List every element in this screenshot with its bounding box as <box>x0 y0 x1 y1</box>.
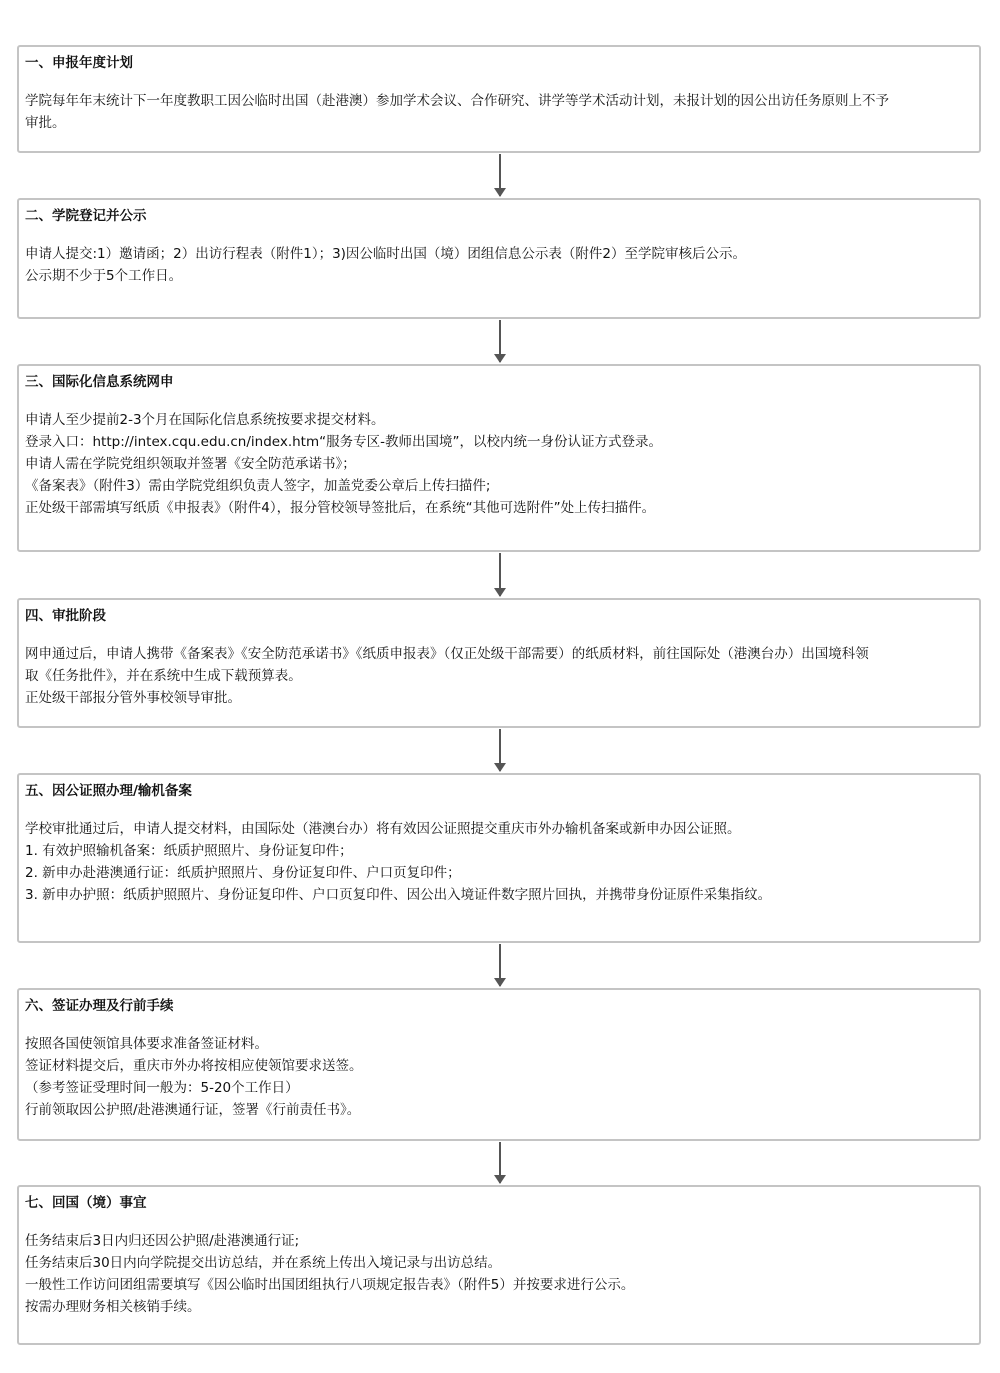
step-title: 五、因公证照办理/输机备案 <box>25 783 192 799</box>
flow-arrow <box>499 1142 501 1183</box>
step-title: 一、申报年度计划 <box>25 55 133 71</box>
step-line: 申请人需在学院党组织领取并签署《安全防范承诺书》； <box>25 456 356 472</box>
step-box-2 <box>17 198 981 319</box>
step-line: 取《任务批件》，并在系统中生成下载预算表。 <box>25 668 302 684</box>
flow-arrow <box>499 154 501 196</box>
flow-arrow <box>499 944 501 986</box>
step-line: 2. 新申办赴港澳通行证：纸质护照照片、身份证复印件、户口页复印件； <box>25 865 461 881</box>
flow-arrow <box>499 553 501 596</box>
step-body <box>25 90 973 134</box>
step-line: 审批。 <box>25 115 66 131</box>
step-body <box>25 643 973 709</box>
step-box-6 <box>17 988 981 1141</box>
step-line: 行前领取因公护照/赴港澳通行证，签署《行前责任书》。 <box>25 1102 361 1118</box>
step-title: 三、国际化信息系统网申 <box>25 374 174 390</box>
step-line: 一般性工作访问团组需要填写《因公临时出国团组执行八项规定报告表》（附件5）并按要求进行公示。 <box>25 1277 635 1293</box>
step-body <box>25 818 973 906</box>
step-body <box>25 1033 973 1121</box>
step-line: 正处级干部报分管外事校领导审批。 <box>25 690 241 706</box>
step-line: 登录入口：http://intex.cqu.edu.cn/index.htm“服务专区-教师出国境”，以校内统一身份认证方式登录。 <box>25 434 662 450</box>
step-line: 申请人提交:1）邀请函；2）出访行程表（附件1）；3)因公临时出国（境）团组信息公示表（附件2）至学院审核后公示。 <box>25 246 747 262</box>
step-line: 3. 新申办护照：纸质护照照片、身份证复印件、户口页复印件、因公出入境证件数字照片回执，并携带身份证原件采集指纹。 <box>25 887 772 903</box>
step-line: 申请人至少提前2-3个月在国际化信息系统按要求提交材料。 <box>25 412 385 428</box>
step-title: 四、审批阶段 <box>25 608 106 624</box>
step-box-5 <box>17 773 981 943</box>
step-line: 按照各国使领馆具体要求准备签证材料。 <box>25 1036 268 1052</box>
step-box-3 <box>17 364 981 552</box>
flow-arrow <box>499 320 501 362</box>
step-line: 网申通过后，申请人携带《备案表》《安全防范承诺书》《纸质申报表》（仅正处级干部需要）的纸质材料，前往国际处（港澳台办）出国境科领 <box>25 646 869 662</box>
step-line: 签证材料提交后，重庆市外办将按相应使领馆要求送签。 <box>25 1058 363 1074</box>
step-box-1 <box>17 45 981 153</box>
step-line: 1. 有效护照输机备案：纸质护照照片、身份证复印件； <box>25 843 353 859</box>
step-line: 任务结束后3日内归还因公护照/赴港澳通行证; <box>25 1233 300 1249</box>
step-line: 正处级干部需填写纸质《申报表》（附件4），报分管校领导签批后，在系统“其他可选附件”处上传扫描件。 <box>25 500 656 516</box>
step-line: 按需办理财务相关核销手续。 <box>25 1299 201 1315</box>
step-line: 学校审批通过后，申请人提交材料，由国际处（港澳台办）将有效因公证照提交重庆市外办输机备案或新申办因公证照。 <box>25 821 741 837</box>
step-body <box>25 243 973 287</box>
step-line: 学院每年年末统计下一年度教职工因公临时出国（赴港澳）参加学术会议、合作研究、讲学等学术活动计划，未报计划的因公出访任务原则上不予 <box>25 93 889 109</box>
step-body <box>25 1230 973 1318</box>
step-line: 公示期不少于5个工作日。 <box>25 268 183 284</box>
step-title: 二、学院登记并公示 <box>25 208 147 224</box>
step-body <box>25 409 973 519</box>
step-line: （参考签证受理时间一般为：5-20个工作日） <box>25 1080 299 1096</box>
step-title: 七、回国（境）事宜 <box>25 1195 147 1211</box>
step-box-7 <box>17 1185 981 1345</box>
step-line: 《备案表》（附件3）需由学院党组织负责人签字，加盖党委公章后上传扫描件; <box>25 478 491 494</box>
flow-arrow <box>499 729 501 771</box>
step-box-4 <box>17 598 981 728</box>
step-line: 任务结束后30日内向学院提交出访总结，并在系统上传出入境记录与出访总结。 <box>25 1255 502 1271</box>
step-title: 六、签证办理及行前手续 <box>25 998 174 1014</box>
